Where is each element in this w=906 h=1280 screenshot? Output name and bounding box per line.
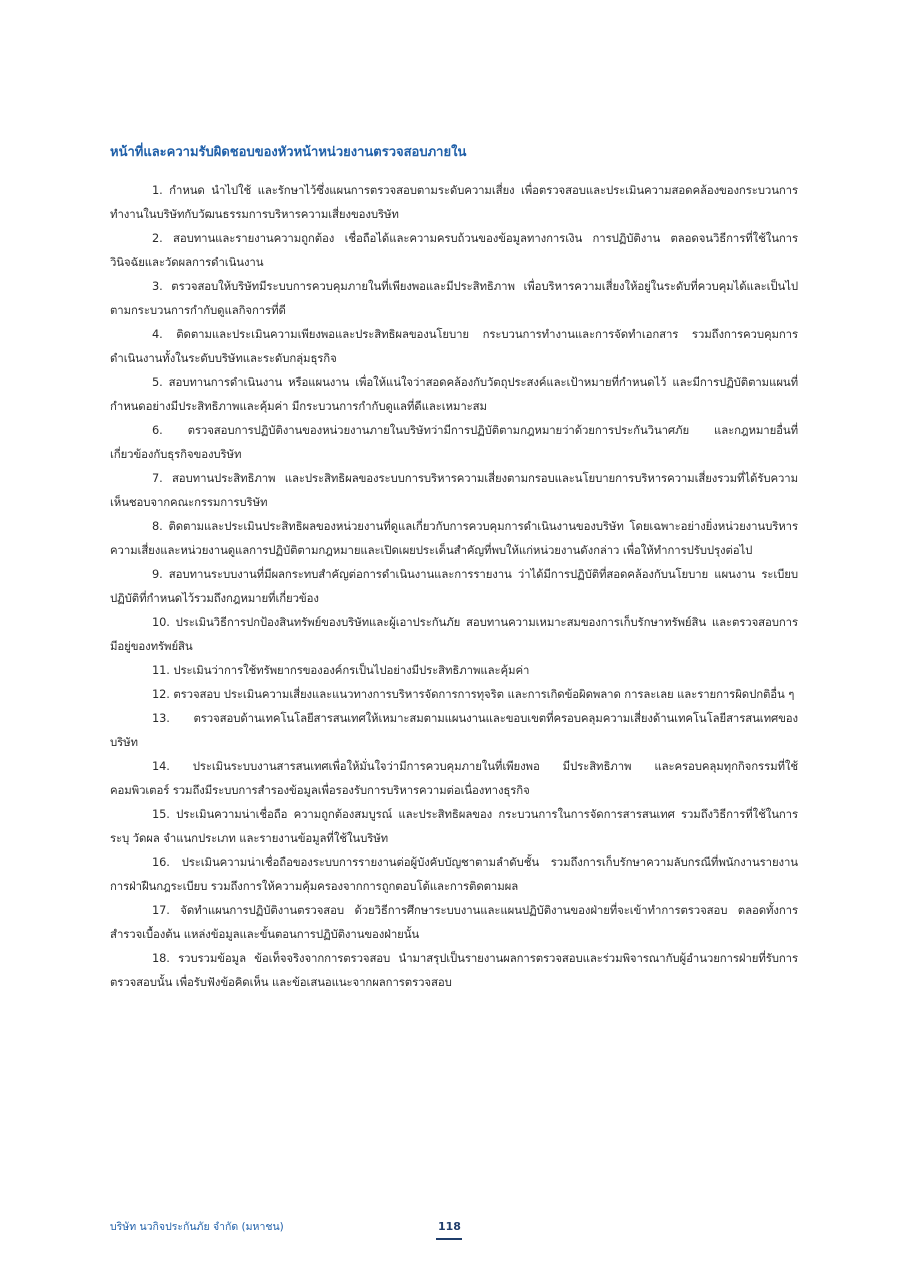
section-heading: หน้าที่และความรับผิดชอบของหัวหน้าหน่วยงานตรวจสอบภายใน bbox=[110, 145, 467, 160]
duty-item-14: 14. ประเมินระบบงานสารสนเทศเพื่อให้มั่นใจว่ามีการควบคุมภายในที่เพียงพอ มีประสิทธิภาพ และครอบคลุมทุกกิจกรรมที่ใช้คอมพิวเตอร์ รวมถึงมีระบบการสำรองข้อมูลเพื่อรองรับการบริหารความต่อเนื่องทางธุรกิจ bbox=[110, 759, 798, 797]
duty-item-18: 18. รวบรวมข้อมูล ข้อเท็จจริงจากการตรวจสอบ นำมาสรุปเป็นรายงานผลการตรวจสอบและร่วมพิจารณากับผู้อำนวยการฝ่ายที่รับการตรวจสอบนั้น เพื่อรับฟังข้อคิดเห็น และข้อเสนอแนะจากผลการตรวจสอบ bbox=[110, 951, 798, 989]
page-number-underline bbox=[436, 1238, 462, 1240]
duty-item-1: 1. กำหนด นำไปใช้ และรักษาไว้ซึ่งแผนการตรวจสอบตามระดับความเสี่ยง เพื่อตรวจสอบและประเมินความสอดคล้องของกระบวนการทำงานในบริษัทกับวัฒนธรรมการบริหารความเสี่ยงของบริษัท bbox=[110, 183, 798, 221]
duty-item-9: 9. สอบทานระบบงานที่มีผลกระทบสำคัญต่อการดำเนินงานและการรายงาน ว่าได้มีการปฏิบัติที่สอดคล้องกับนโยบาย แผนงาน ระเบียบปฏิบัติที่กำหนดไว้รวมถึงกฎหมายที่เกี่ยวข้อง bbox=[110, 567, 798, 605]
duty-item-12: 12. ตรวจสอบ ประเมินความเสี่ยงและแนวทางการบริหารจัดการการทุจริต และการเกิดข้อผิดพลาด การละเลย และรายการผิดปกติอื่น ๆ bbox=[152, 687, 795, 701]
duty-item-10: 10. ประเมินวิธีการปกป้องสินทรัพย์ของบริษัทและผู้เอาประกันภัย สอบทานความเหมาะสมของการเก็บรักษาทรัพย์สิน และตรวจสอบการมีอยู่ของทรัพย์สิน bbox=[110, 615, 798, 653]
duties-list bbox=[110, 178, 798, 994]
duty-item-5: 5. สอบทานการดำเนินงาน หรือแผนงาน เพื่อให้แน่ใจว่าสอดคล้องกับวัตถุประสงค์และเป้าหมายที่กำหนดไว้ และมีการปฏิบัติตามแผนที่กำหนดอย่างมีประสิทธิภาพและคุ้มค่า มีกระบวนการกำกับดูแลที่ดีและเหมาะสม bbox=[110, 375, 798, 413]
duty-item-2: 2. สอบทานและรายงานความถูกต้อง เชื่อถือได้และความครบถ้วนของข้อมูลทางการเงิน การปฏิบัติงาน ตลอดจนวิธีการที่ใช้ในการวินิจฉัยและวัดผลการดำเนินงาน bbox=[110, 231, 798, 269]
duty-item-4: 4. ติดตามและประเมินความเพียงพอและประสิทธิผลของนโยบาย กระบวนการทำงานและการจัดทำเอกสาร รวมถึงการควบคุมการดำเนินงานทั้งในระดับบริษัทและระดับกลุ่มธุรกิจ bbox=[110, 327, 798, 365]
duty-item-13: 13. ตรวจสอบด้านเทคโนโลยีสารสนเทศให้เหมาะสมตามแผนงานและขอบเขตที่ครอบคลุมความเสี่ยงด้านเทคโนโลยีสารสนเทศของบริษัท bbox=[110, 711, 798, 749]
duty-item-16: 16. ประเมินความน่าเชื่อถือของระบบการรายงานต่อผู้บังคับบัญชาตามลำดับชั้น รวมถึงการเก็บรักษาความลับกรณีที่พนักงานรายงานการฝ่าฝืนกฎระเบียบ รวมถึงการให้ความคุ้มครองจากการถูกตอบโต้และการติดตามผล bbox=[110, 855, 798, 893]
duty-item-15: 15. ประเมินความน่าเชื่อถือ ความถูกต้องสมบูรณ์ และประสิทธิผลของ กระบวนการในการจัดการสารสนเทศ รวมถึงวิธีการที่ใช้ในการระบุ วัดผล จำแนกประเภท และรายงานข้อมูลที่ใช้ในบริษัท bbox=[110, 807, 798, 845]
page-footer bbox=[110, 1218, 800, 1242]
duty-item-7: 7. สอบทานประสิทธิภาพ และประสิทธิผลของระบบการบริหารความเสี่ยงตามกรอบและนโยบายการบริหารความเสี่ยงรวมที่ได้รับความเห็นชอบจากคณะกรรมการบริษัท bbox=[110, 471, 798, 509]
duty-item-3: 3. ตรวจสอบให้บริษัทมีระบบการควบคุมภายในที่เพียงพอและมีประสิทธิภาพ เพื่อบริหารความเสี่ยงให้อยู่ในระดับที่ควบคุมได้และเป็นไปตามกระบวนการกำกับดูแลกิจการที่ดี bbox=[110, 279, 798, 317]
duty-item-8: 8. ติดตามและประเมินประสิทธิผลของหน่วยงานที่ดูแลเกี่ยวกับการควบคุมการดำเนินงานของบริษัท โดยเฉพาะอย่างยิ่งหน่วยงานบริหารความเสี่ยงและหน่วยงานดูแลการปฏิบัติตามกฎหมายและเปิดเผยประเด็นสำคัญที่พบให้แก่หน่วยงานดังกล่าว เพื่อให้ทำการปรับปรุงต่อไป bbox=[110, 519, 798, 557]
duty-item-17: 17. จัดทำแผนการปฏิบัติงานตรวจสอบ ด้วยวิธีการศึกษาระบบงานและแผนปฏิบัติงานของฝ่ายที่จะเข้าทำการตรวจสอบ ตลอดทั้งการสำรวจเบื้องต้น แหล่งข้อมูลและขั้นตอนการปฏิบัติงานของฝ่ายนั้น bbox=[110, 903, 798, 941]
footer-company-name: บริษัท นวกิจประกันภัย จำกัด (มหาชน) bbox=[110, 1221, 284, 1233]
page-number: 118 bbox=[438, 1220, 461, 1233]
duty-item-6: 6. ตรวจสอบการปฏิบัติงานของหน่วยงานภายในบริษัทว่ามีการปฏิบัติตามกฎหมายว่าด้วยการประกันวินาศภัย และกฎหมายอื่นที่เกี่ยวข้องกับธุรกิจของบริษัท bbox=[110, 423, 798, 461]
duty-item-11: 11. ประเมินว่าการใช้ทรัพยากรขององค์กรเป็นไปอย่างมีประสิทธิภาพและคุ้มค่า bbox=[152, 663, 530, 677]
